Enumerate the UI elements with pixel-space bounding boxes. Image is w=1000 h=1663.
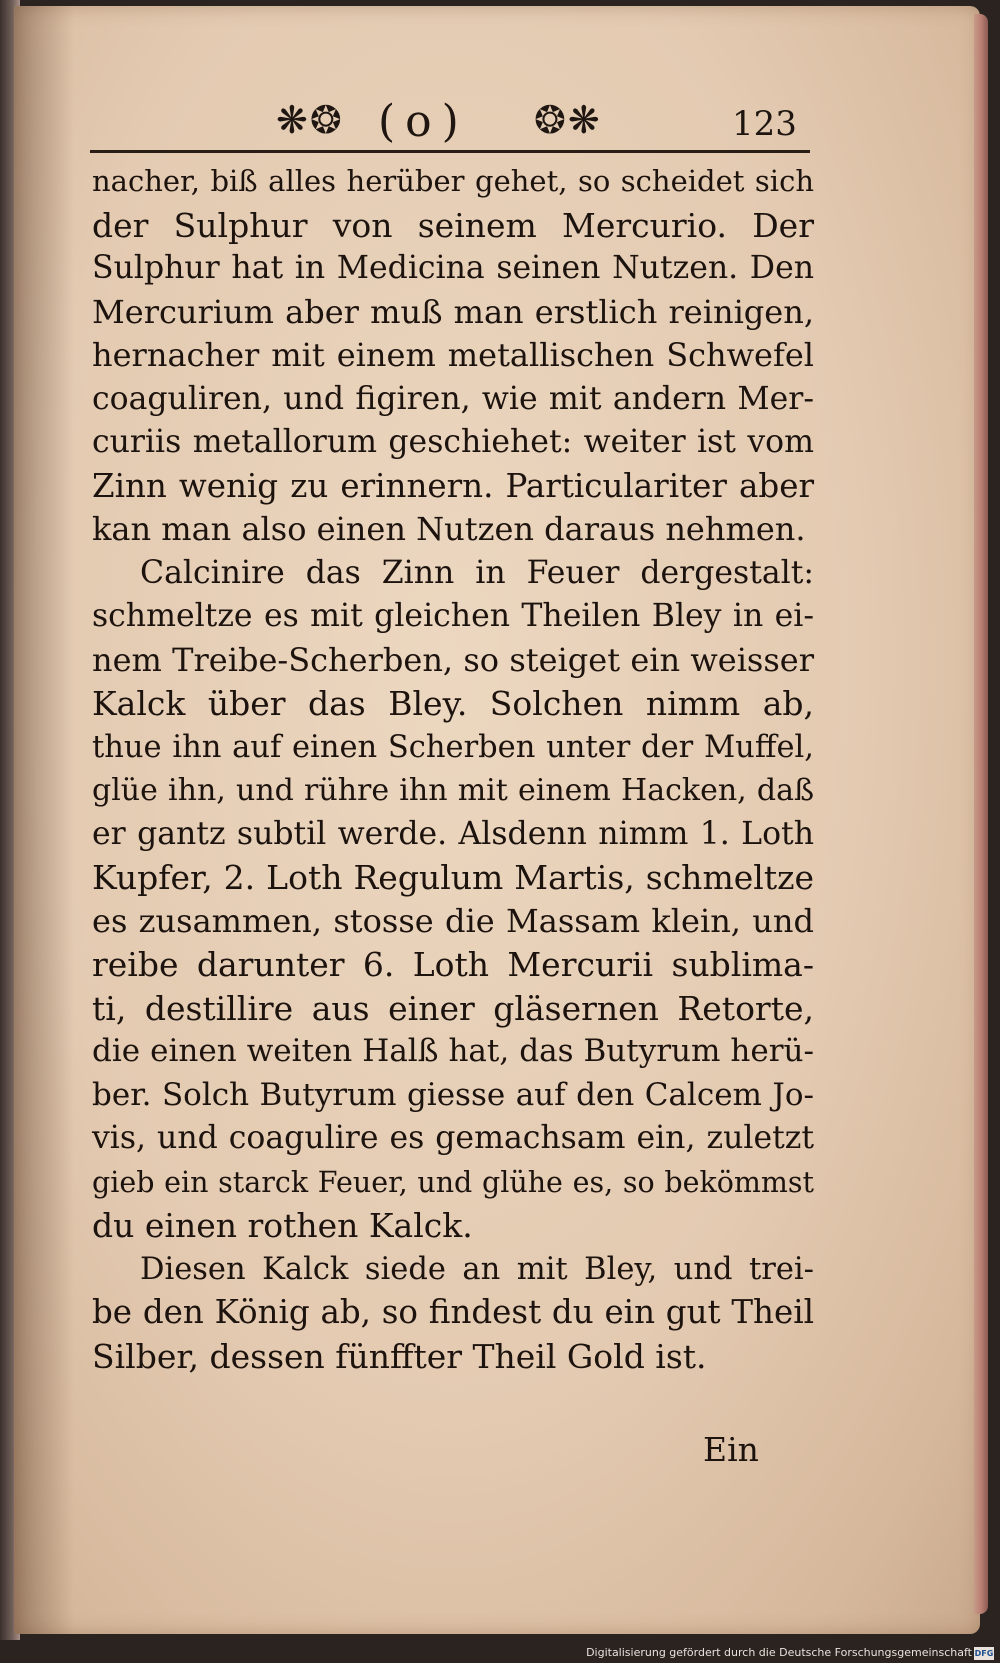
- page-number: 123: [732, 104, 797, 144]
- gutter-shadow: [14, 6, 74, 1634]
- text-line: Zinn wenig zu erinnern. Particulariter aber: [92, 466, 814, 505]
- ornament-left-icon: ❋❂: [276, 98, 344, 142]
- catchword: Ein: [703, 1430, 759, 1469]
- text-line: nem Treibe-Scherben, so steiget ein weisser: [92, 640, 814, 679]
- text-line: es zusammen, stosse die Massam klein, und: [92, 901, 814, 940]
- running-header: [86, 90, 806, 150]
- text-line: der Sulphur von seinem Mercurio. Der: [92, 205, 814, 245]
- text-line: vis, und coagulire es gemachsam ein, zuletzt: [92, 1120, 814, 1156]
- text-line: curiis metallorum geschiehet: weiter ist vom: [92, 424, 814, 460]
- text-line: reibe darunter 6. Loth Mercurii sublima-: [92, 945, 814, 984]
- ornament-right-icon: ❂❋: [534, 98, 602, 142]
- text-line: er gantz subtil werde. Alsdenn nimm 1. Loth: [92, 815, 814, 852]
- text-line: be den König ab, so findest du ein gut Theil: [92, 1293, 814, 1331]
- header-rule: [90, 150, 810, 153]
- text-line: gieb ein starck Feuer, und glühe es, so bekömmst: [92, 1165, 814, 1199]
- text-line: schmeltze es mit gleichen Theilen Bley in ei-: [92, 598, 814, 634]
- text-line: Calcinire das Zinn in Feuer dergestalt:: [140, 554, 814, 591]
- text-line: du einen rothen Kalck.: [92, 1206, 473, 1245]
- text-line: die einen weiten Halß hat, das Butyrum herü-: [92, 1033, 814, 1069]
- text-line: ber. Solch Butyrum giesse auf den Calcem Jo-: [92, 1076, 814, 1113]
- text-line: glüe ihn, und rühre ihn mit einem Hacken, daß: [92, 773, 814, 808]
- text-line: ti, destillire aus einer gläsernen Retorte,: [92, 988, 814, 1028]
- text-line: kan man also einen Nutzen daraus nehmen.: [92, 510, 806, 548]
- digitization-notice: Digitalisierung gefördert durch die Deutsche Forschungsgemeinschaft: [586, 1646, 972, 1659]
- text-line: Silber, dessen fünffter Theil Gold ist.: [92, 1336, 707, 1376]
- text-line: nacher, biß alles herüber gehet, so scheidet sich: [92, 164, 814, 198]
- text-line: thue ihn auf einen Scherben unter der Muffel,: [92, 729, 814, 765]
- text-line: coaguliren, und figiren, wie mit andern Mer-: [92, 380, 814, 417]
- page-edge: [974, 14, 988, 1614]
- text-line: Diesen Kalck siede an mit Bley, und trei-: [140, 1251, 814, 1287]
- body-text: [92, 160, 814, 1378]
- text-line: hernacher mit einem metallischen Schwefel: [92, 336, 814, 374]
- text-line: Kupfer, 2. Loth Regulum Martis, schmeltze: [92, 858, 814, 897]
- signature-mark: (o): [378, 96, 469, 147]
- text-line: Sulphur hat in Medicina seinen Nutzen. Den: [92, 250, 814, 286]
- text-line: Kalck über das Bley. Solchen nimm ab,: [92, 684, 814, 723]
- dfg-logo-icon: DFG: [974, 1649, 994, 1658]
- text-line: Mercurium aber muß man erstlich reinigen,: [92, 292, 814, 331]
